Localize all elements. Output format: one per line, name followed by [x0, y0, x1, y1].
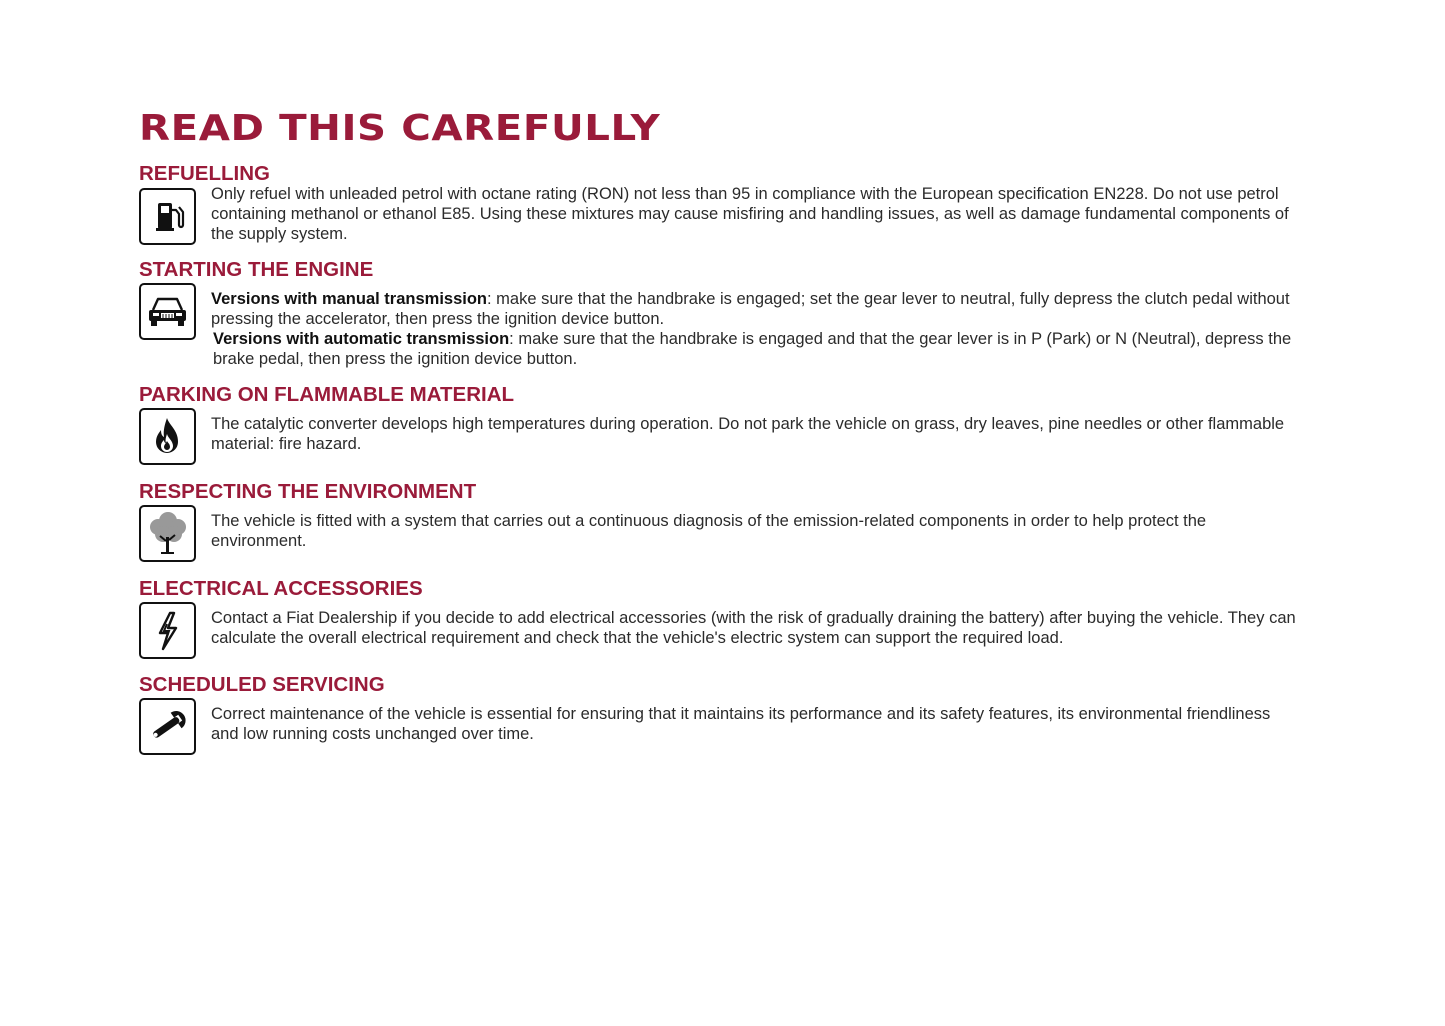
- section-parking-flammable: [139, 384, 1299, 470]
- scheduled-servicing-paragraph: Correct maintenance of the vehicle is essential for ensuring that it maintains its performance and its safety features, its environmental friendliness and low running costs unchanged over time.: [211, 705, 1271, 743]
- environment-paragraph: The vehicle is fitted with a system that carries out a continuous diagnosis of the emission-related components in order to help protect the environment.: [211, 512, 1207, 550]
- lightning-bolt-icon: [139, 602, 196, 659]
- section-refuelling: [139, 163, 1299, 253]
- section-title-parking-flammable: PARKING ON FLAMMABLE MATERIAL: [139, 383, 515, 406]
- section-title-environment: RESPECTING THE ENVIRONMENT: [139, 480, 477, 503]
- manual-transmission-paragraph: [211, 289, 1299, 329]
- page-title: READ THIS CAREFULLY: [139, 108, 661, 149]
- section-text-environment: [211, 511, 1299, 551]
- section-title-electrical-accessories: ELECTRICAL ACCESSORIES: [139, 577, 423, 600]
- flame-icon: [139, 408, 196, 465]
- section-text-starting-engine: [211, 289, 1299, 369]
- manual-transmission-text: : make sure that the handbrake is engaged; set the gear lever to neutral, fully depress the clutch pedal without pressing the accelerator, then press the ignition device button.: [211, 290, 1290, 328]
- refuelling-paragraph: Only refuel with unleaded petrol with octane rating (RON) not less than 95 in compliance with the European specification EN228. Do not use petrol containing methanol or ethanol E85. Using these mixtures may cause misfiring and handling issues, as well as damage fundamental components of the supply system.: [211, 185, 1289, 243]
- manual-transmission-label: Versions with manual transmission: [211, 290, 487, 308]
- section-starting-engine: [139, 259, 1299, 374]
- section-text-scheduled-servicing: [211, 704, 1299, 744]
- wrench-icon: [139, 698, 196, 755]
- section-title-scheduled-servicing: SCHEDULED SERVICING: [139, 673, 385, 696]
- automatic-transmission-text: : make sure that the handbrake is engaged and that the gear lever is in P (Park) or N (Neutral), depress the brake pedal, then press the ignition device button.: [213, 330, 1292, 368]
- tree-icon: [139, 505, 196, 562]
- section-electrical-accessories: [139, 578, 1299, 664]
- section-text-parking-flammable: [211, 414, 1299, 454]
- section-text-refuelling: [211, 184, 1299, 244]
- car-icon: [139, 283, 196, 340]
- electrical-accessories-paragraph: Contact a Fiat Dealership if you decide to add electrical accessories (with the risk of gradually draining the battery) after buying the vehicle. They can calculate the overall electrical requirement and check that the vehicle's electric system can support the required load.: [211, 609, 1296, 647]
- automatic-transmission-label: Versions with automatic transmission: [213, 330, 510, 348]
- section-environment: [139, 481, 1299, 567]
- fuel-pump-icon: [139, 188, 196, 245]
- section-title-refuelling: REFUELLING: [139, 162, 270, 185]
- section-title-starting-engine: STARTING THE ENGINE: [139, 258, 374, 281]
- parking-flammable-paragraph: The catalytic converter develops high temperatures during operation. Do not park the vehicle on grass, dry leaves, pine needles or other flammable material: fire hazard.: [211, 415, 1285, 453]
- section-text-electrical-accessories: [211, 608, 1299, 648]
- section-scheduled-servicing: [139, 674, 1299, 760]
- automatic-transmission-paragraph: [211, 329, 1299, 369]
